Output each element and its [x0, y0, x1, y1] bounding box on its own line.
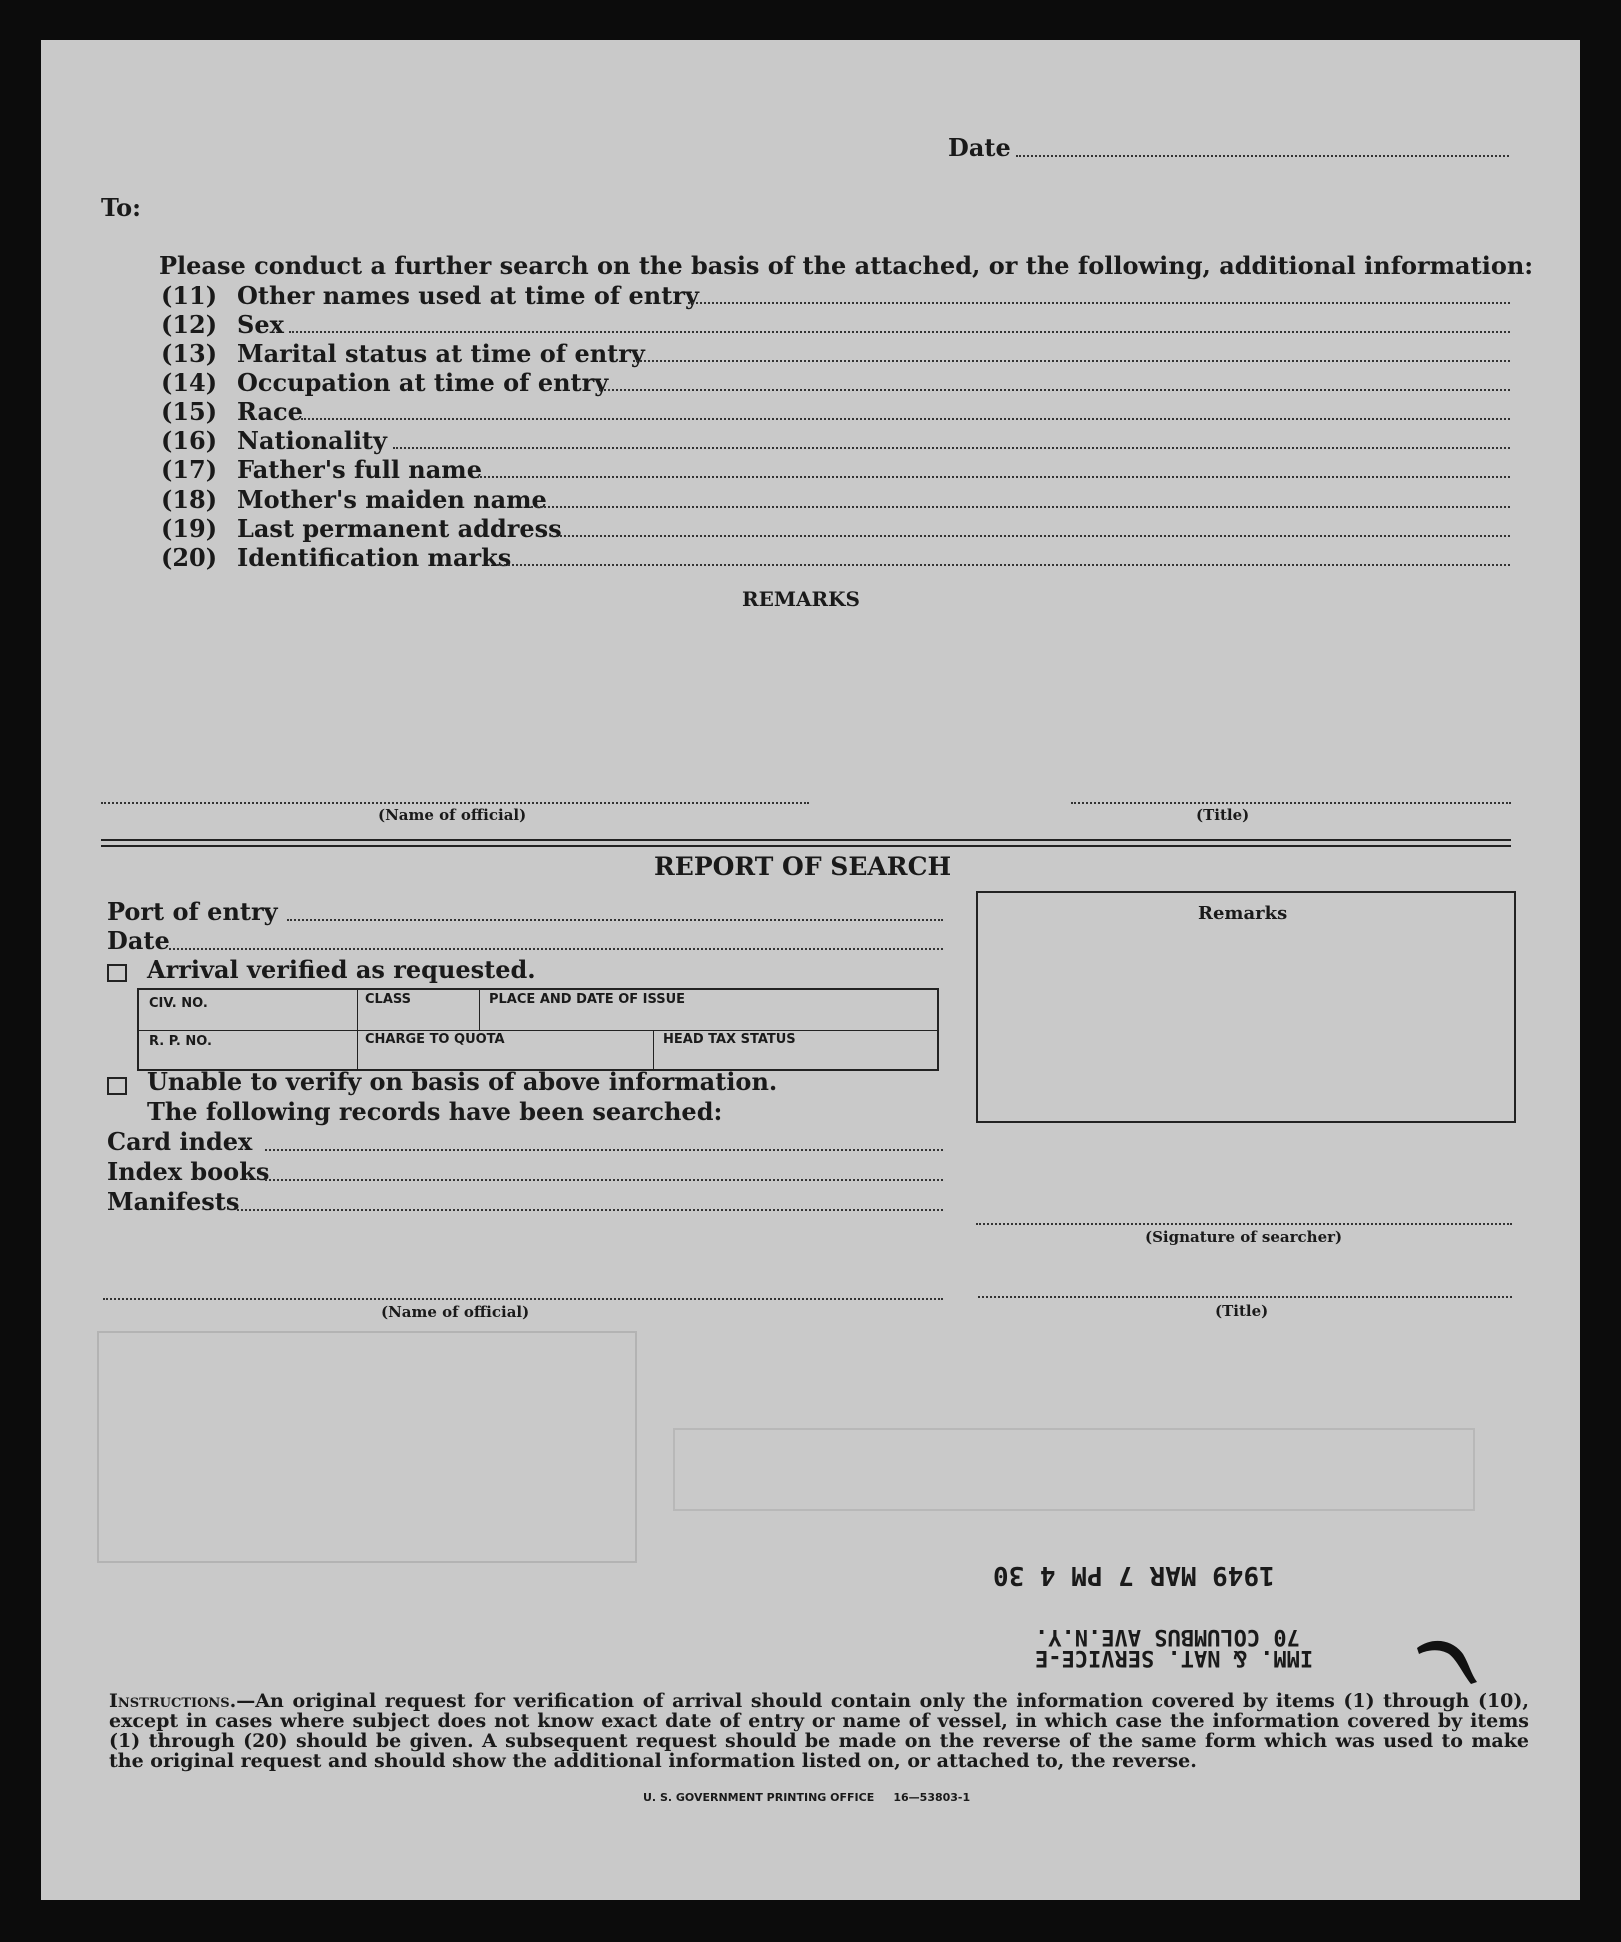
- date-label: Date: [948, 133, 1011, 162]
- received-stamp-address: 70 COLUMBUS AVE.N.Y.: [1035, 1624, 1300, 1649]
- request-intro: Please conduct a further search on the basis of the attached, or the following, additional information:: [159, 251, 1534, 280]
- item-label-sex: Sex: [237, 310, 284, 339]
- item-line-occupation[interactable]: [599, 389, 1510, 391]
- item-label-nationality: Nationality: [237, 426, 387, 455]
- date-line[interactable]: [1016, 155, 1509, 157]
- instructions-text: —An original request for verification of arrival should contain only the information covered by items (1) through (10), except in cases where subject does not know exact date of entry or name of vessel, in which case the information covered by items (1) through (20) should be given. A subsequent request should be made on the reverse of the same form which was used to make the original request and should show the additional information listed on, or attached to, the reverse.: [109, 1690, 1529, 1772]
- form-page: [41, 40, 1580, 1900]
- printer-imprint: U. S. GOVERNMENT PRINTING OFFICE 16—53803-1: [643, 1791, 971, 1804]
- item-line-identification-marks[interactable]: [497, 564, 1510, 566]
- official-name-line[interactable]: [101, 802, 809, 804]
- head-tax-cell[interactable]: HEAD TAX STATUS: [663, 1032, 796, 1047]
- item-line-race[interactable]: [301, 418, 1510, 420]
- item-number: (18): [161, 485, 218, 514]
- manifests-line[interactable]: [237, 1209, 943, 1211]
- rp-no-cell[interactable]: R. P. NO.: [149, 1034, 212, 1049]
- report-official-line[interactable]: [103, 1298, 943, 1300]
- table-divider: [139, 1030, 937, 1031]
- verification-table: [137, 988, 939, 1071]
- received-stamp-date: 1949 MAR 7 PM 4 30: [993, 1560, 1275, 1590]
- class-cell[interactable]: CLASS: [365, 992, 412, 1007]
- item-label-mothers-name: Mother's maiden name: [237, 485, 547, 514]
- item-number: (13): [161, 339, 218, 368]
- report-title-caption: (Title): [1215, 1302, 1269, 1320]
- table-divider: [653, 1030, 654, 1069]
- section-divider: [101, 839, 1511, 841]
- item-label-last-address: Last permanent address: [237, 514, 562, 543]
- item-number: (12): [161, 310, 218, 339]
- item-line-marital-status[interactable]: [633, 360, 1510, 362]
- bleed-through-box: [97, 1331, 637, 1563]
- item-line-nationality[interactable]: [393, 447, 1510, 449]
- card-index-label: Card index: [107, 1127, 253, 1156]
- bleed-through-box: [673, 1428, 1475, 1511]
- pen-mark-icon: [1413, 1630, 1483, 1690]
- item-number: (16): [161, 426, 218, 455]
- civ-no-cell[interactable]: CIV. NO.: [149, 996, 208, 1011]
- searcher-signature-caption: (Signature of searcher): [1145, 1228, 1343, 1246]
- arrival-verified-checkbox[interactable]: [107, 964, 127, 982]
- bleed-through-text: [446, 180, 455, 210]
- item-label-occupation: Occupation at time of entry: [237, 368, 609, 397]
- unable-to-verify-checkbox[interactable]: [107, 1077, 127, 1095]
- index-books-line[interactable]: [265, 1179, 943, 1181]
- item-number: (20): [161, 543, 218, 572]
- official-title-line[interactable]: [1071, 802, 1511, 804]
- table-divider: [479, 990, 480, 1030]
- item-line-last-address[interactable]: [551, 535, 1510, 537]
- item-number: (14): [161, 368, 218, 397]
- item-line-mothers-name[interactable]: [531, 506, 1510, 508]
- item-number: (15): [161, 397, 218, 426]
- received-stamp-office: IMM. & NAT. SERVICE-E: [1035, 1645, 1314, 1670]
- report-date-line[interactable]: [169, 948, 943, 950]
- section-divider: [101, 845, 1511, 847]
- item-line-sex[interactable]: [289, 331, 1510, 333]
- place-date-cell[interactable]: PLACE AND DATE OF ISSUE: [489, 992, 686, 1007]
- port-of-entry-line[interactable]: [287, 919, 943, 921]
- unable-to-verify-label: Unable to verify on basis of above information.: [147, 1067, 778, 1096]
- report-heading: REPORT OF SEARCH: [654, 852, 952, 881]
- remarks-heading: REMARKS: [742, 587, 860, 611]
- official-name-caption: (Name of official): [378, 806, 527, 824]
- port-of-entry-label: Port of entry: [107, 897, 278, 926]
- item-number: (11): [161, 281, 218, 310]
- report-official-caption: (Name of official): [381, 1303, 530, 1321]
- remarks-box-label: Remarks: [1198, 903, 1288, 924]
- item-number: (19): [161, 514, 218, 543]
- card-index-line[interactable]: [265, 1149, 943, 1151]
- records-searched-label: The following records have been searched:: [147, 1097, 723, 1126]
- manifests-label: Manifests: [107, 1187, 240, 1216]
- item-label-marital-status: Marital status at time of entry: [237, 339, 645, 368]
- item-line-other-names[interactable]: [688, 302, 1510, 304]
- report-title-line[interactable]: [978, 1296, 1512, 1298]
- quota-cell[interactable]: CHARGE TO QUOTA: [365, 1032, 505, 1047]
- item-line-fathers-name[interactable]: [477, 476, 1510, 478]
- item-label-race: Race: [237, 397, 303, 426]
- item-number: (17): [161, 455, 218, 484]
- item-label-identification-marks: Identification marks: [237, 543, 512, 572]
- item-label-fathers-name: Father's full name: [237, 455, 482, 484]
- index-books-label: Index books: [107, 1157, 270, 1186]
- arrival-verified-label: Arrival verified as requested.: [147, 955, 536, 984]
- to-label: To:: [101, 193, 141, 222]
- instructions-block: [109, 1691, 1529, 1771]
- report-date-label: Date: [107, 926, 170, 955]
- instructions-lead: Instructions.: [109, 1690, 237, 1712]
- official-title-caption: (Title): [1196, 806, 1250, 824]
- remarks-box[interactable]: [976, 891, 1516, 1123]
- searcher-signature-line[interactable]: [976, 1223, 1512, 1225]
- item-label-other-names: Other names used at time of entry: [237, 281, 699, 310]
